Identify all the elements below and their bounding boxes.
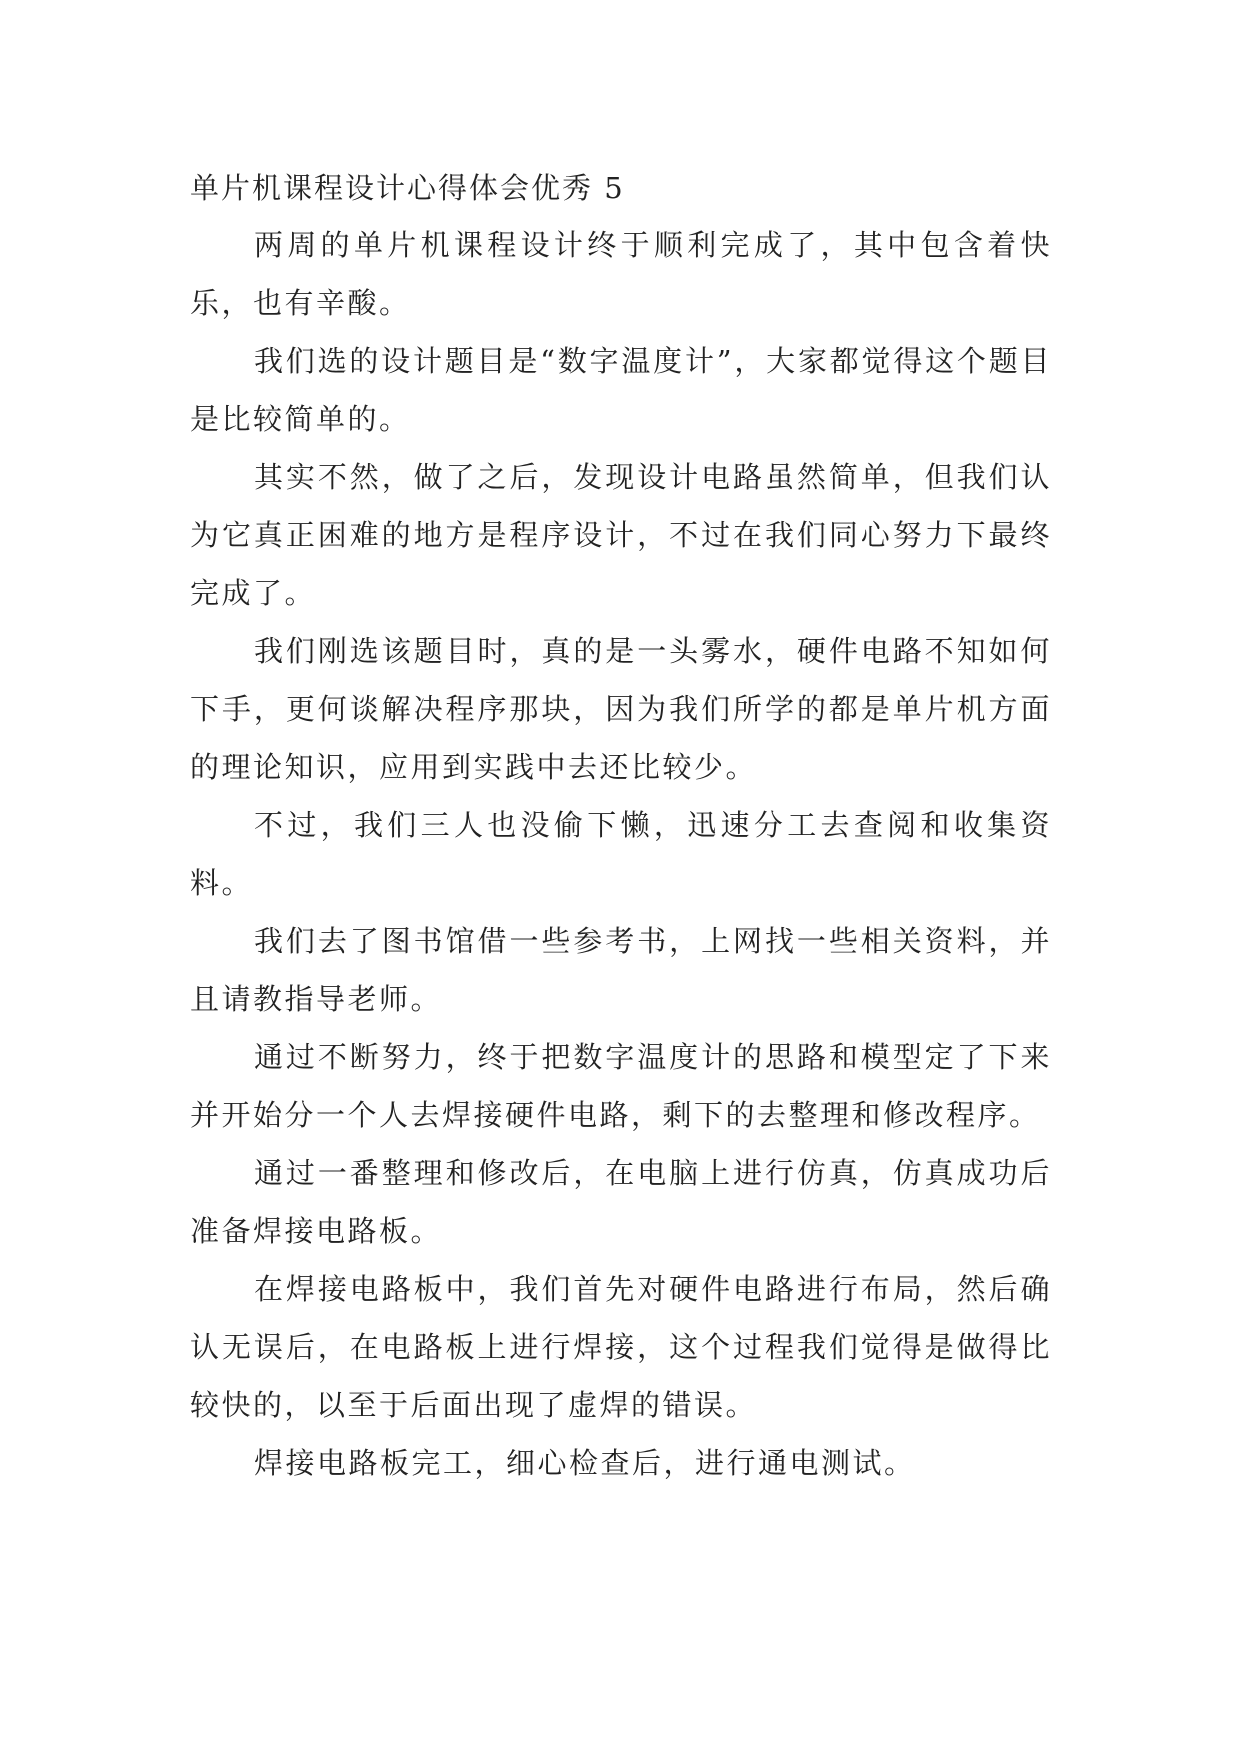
paragraph-1: 两周的单片机课程设计终于顺利完成了，其中包含着快乐，也有辛酸。 [190,228,1052,320]
document-title: 单片机课程设计心得体会优秀 5 [190,171,625,205]
paragraph-2: 我们选的设计题目是“数字温度计”，大家都觉得这个题目是比较简单的。 [190,344,1052,436]
paragraph-6: 我们去了图书馆借一些参考书，上网找一些相关资料，并且请教指导老师。 [190,924,1052,1016]
paragraph-7: 通过不断努力，终于把数字温度计的思路和模型定了下来并开始分一个人去焊接硬件电路，剩下的去整理和修改程序。 [190,1040,1052,1132]
paragraph-4: 我们刚选该题目时，真的是一头雾水，硬件电路不知如何下手，更何谈解决程序那块，因为我们所学的都是单片机方面的理论知识，应用到实践中去还比较少。 [190,634,1052,784]
paragraph-8: 通过一番整理和修改后，在电脑上进行仿真，仿真成功后准备焊接电路板。 [190,1156,1052,1248]
document-page [190,160,1052,1492]
paragraph-5: 不过，我们三人也没偷下懒，迅速分工去查阅和收集资料。 [190,808,1052,900]
paragraph-3: 其实不然，做了之后，发现设计电路虽然简单，但我们认为它真正困难的地方是程序设计，不过在我们同心努力下最终完成了。 [190,460,1052,610]
paragraph-9: 在焊接电路板中，我们首先对硬件电路进行布局，然后确认无误后，在电路板上进行焊接，这个过程我们觉得是做得比较快的，以至于后面出现了虚焊的错误。 [190,1272,1052,1422]
paragraph-10: 焊接电路板完工，细心检查后，进行通电测试。 [254,1446,916,1480]
